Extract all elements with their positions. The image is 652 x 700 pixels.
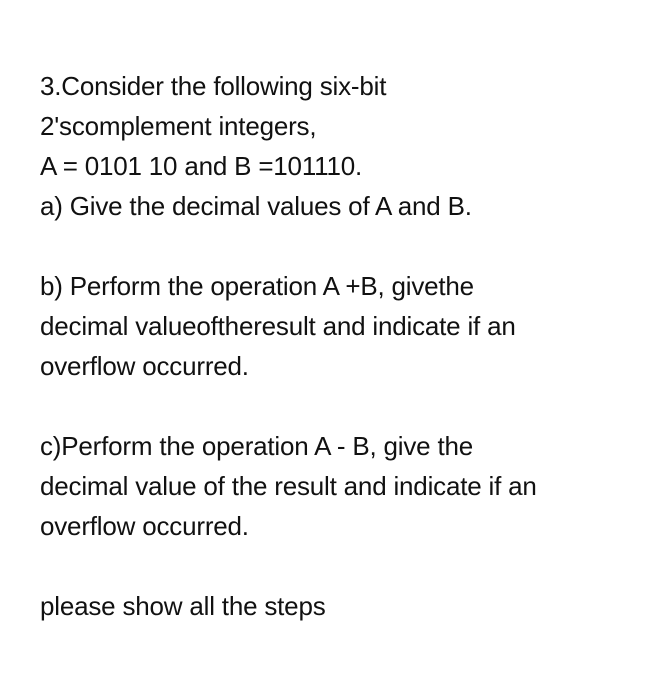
part-b-line: decimal valueoftheresult and indicate if an [40, 311, 516, 341]
part-c-line: decimal value of the result and indicate if an [40, 471, 537, 501]
question-document [40, 66, 640, 626]
paragraph-gap [40, 546, 640, 586]
question-line: 3.Consider the following six-bit [40, 71, 387, 101]
part-b-line: overflow occurred. [40, 351, 249, 381]
part-c-line: c)Perform the operation A - B, give the [40, 431, 473, 461]
part-c-line: overflow occurred. [40, 511, 249, 541]
question-line: A = 0101 10 and B =101110. [40, 151, 363, 181]
paragraph-gap [40, 386, 640, 426]
part-a-line: a) Give the decimal values of A and B. [40, 191, 472, 221]
paragraph-gap [40, 226, 640, 266]
request-line: please show all the steps [40, 591, 326, 621]
part-b-line: b) Perform the operation A +B, givethe [40, 271, 474, 301]
question-line: 2'scomplement integers, [40, 111, 317, 141]
